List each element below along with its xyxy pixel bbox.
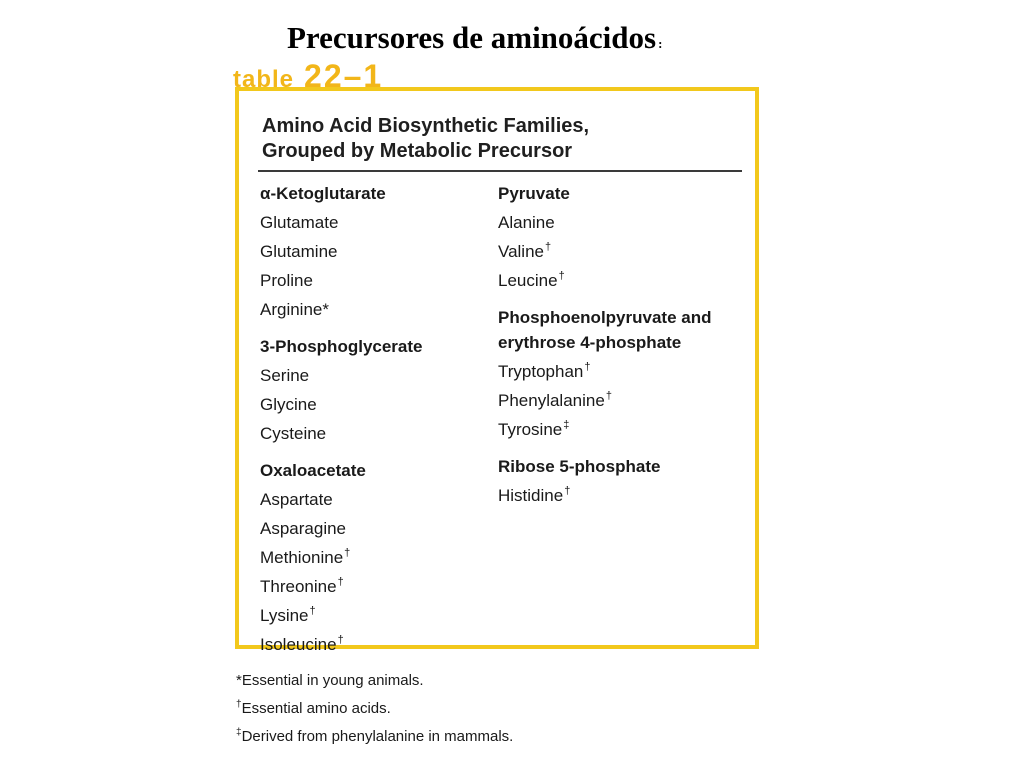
slide-title-colon: : bbox=[658, 36, 663, 51]
footnote-mark: † bbox=[545, 241, 552, 253]
group-pep-erythrose bbox=[498, 305, 711, 442]
amino-acid-name: Glycine bbox=[260, 395, 317, 414]
amino-acid-name: Valine bbox=[498, 242, 544, 261]
footnote-symbol: † bbox=[236, 699, 242, 710]
list-item bbox=[260, 206, 423, 235]
footnote-text: Essential amino acids. bbox=[241, 700, 391, 717]
group-title-line2: erythrose 4-phosphate bbox=[498, 333, 682, 352]
list-item bbox=[498, 479, 711, 508]
table-heading-line1: Amino Acid Biosynthetic Families, bbox=[262, 115, 590, 137]
footnote-mark: † bbox=[337, 634, 344, 646]
list-item bbox=[498, 355, 711, 384]
table-heading-line2: Grouped by Metabolic Precursor bbox=[262, 140, 573, 162]
list-item bbox=[260, 388, 423, 417]
list-item bbox=[498, 384, 711, 413]
list-item bbox=[260, 570, 423, 599]
list-item bbox=[260, 512, 423, 541]
footnote-symbol: ‡ bbox=[236, 727, 242, 738]
list-item bbox=[260, 293, 423, 322]
amino-acid-name: Tyrosine bbox=[498, 420, 563, 439]
footnote bbox=[236, 693, 513, 721]
amino-acid-name: Isoleucine bbox=[260, 635, 337, 654]
footnote-mark: ‡ bbox=[563, 419, 570, 431]
list-item bbox=[498, 206, 711, 235]
group-title: Ribose 5-phosphate bbox=[498, 457, 661, 476]
heading-divider bbox=[258, 170, 742, 172]
footnote-text: *Essential in young animals. bbox=[236, 672, 424, 689]
group-pyruvate bbox=[498, 181, 711, 293]
amino-acid-name: Threonine bbox=[260, 577, 337, 596]
group-title: Pyruvate bbox=[498, 184, 570, 203]
table-label-word: table bbox=[233, 66, 295, 93]
list-item bbox=[260, 599, 423, 628]
list-item bbox=[260, 541, 423, 570]
group-3-phosphoglycerate bbox=[260, 334, 423, 446]
slide-title-text: Precursores de aminoácidos bbox=[287, 20, 657, 55]
footnote-mark: † bbox=[584, 361, 591, 373]
list-item bbox=[260, 417, 423, 446]
amino-acid-name: Asparagine bbox=[260, 519, 347, 538]
amino-acid-name: Aspartate bbox=[260, 490, 333, 509]
group-title-line1: Phosphoenolpyruvate and bbox=[498, 308, 712, 327]
amino-acid-name: Phenylalanine bbox=[498, 391, 605, 410]
list-item bbox=[498, 235, 711, 264]
footnote-mark: † bbox=[337, 576, 344, 588]
amino-acid-name: Cysteine bbox=[260, 424, 327, 443]
list-item bbox=[260, 264, 423, 293]
group-alpha-ketoglutarate bbox=[260, 181, 423, 322]
footnote bbox=[236, 721, 513, 749]
footnote bbox=[236, 665, 513, 693]
amino-acid-name: Tryptophan bbox=[498, 362, 584, 381]
amino-acid-name: Serine bbox=[260, 366, 310, 385]
amino-acid-name: Proline bbox=[260, 271, 313, 290]
table-label-number: 22–1 bbox=[304, 58, 384, 94]
list-item bbox=[260, 359, 423, 388]
group-title: 3-Phosphoglycerate bbox=[260, 337, 423, 356]
footnote-mark: † bbox=[558, 270, 565, 282]
amino-acid-name: Glutamate bbox=[260, 213, 339, 232]
group-oxaloacetate bbox=[260, 458, 423, 657]
footnotes bbox=[236, 665, 513, 749]
group-title: α-Ketoglutarate bbox=[260, 184, 386, 203]
amino-acid-name: Histidine bbox=[498, 486, 564, 505]
left-column bbox=[260, 181, 423, 669]
amino-acid-name: Glutamine bbox=[260, 242, 338, 261]
footnote-mark: † bbox=[605, 390, 612, 402]
footnote-mark: † bbox=[564, 485, 571, 497]
amino-acid-name: Methionine bbox=[260, 548, 344, 567]
list-item bbox=[498, 413, 711, 442]
group-ribose-5-phosphate bbox=[498, 454, 711, 508]
amino-acid-name: Lysine bbox=[260, 606, 309, 625]
amino-acid-name: Leucine bbox=[498, 271, 558, 290]
footnote-mark: † bbox=[344, 547, 351, 559]
group-title: Oxaloacetate bbox=[260, 461, 366, 480]
list-item bbox=[260, 235, 423, 264]
right-column bbox=[498, 181, 711, 520]
amino-acid-name: Arginine* bbox=[260, 300, 329, 319]
list-item bbox=[498, 264, 711, 293]
list-item bbox=[260, 483, 423, 512]
table-box bbox=[235, 87, 759, 654]
footnote-mark: † bbox=[309, 605, 316, 617]
amino-acid-name: Alanine bbox=[498, 213, 555, 232]
list-item bbox=[260, 628, 423, 657]
footnote-text: Derived from phenylalanine in mammals. bbox=[241, 728, 514, 745]
table-heading bbox=[262, 114, 589, 164]
